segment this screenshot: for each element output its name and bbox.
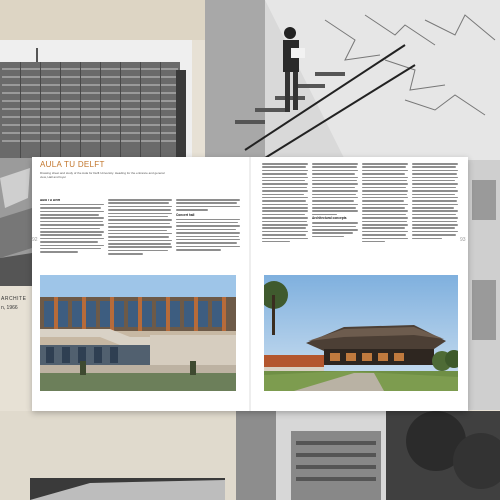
photo-bottom-roof — [30, 478, 225, 500]
photo-aula-building — [264, 275, 458, 391]
text-column-6 — [362, 163, 408, 271]
photo-staircase — [205, 0, 500, 160]
section-heading-left: Aula TU Delft — [40, 199, 61, 202]
right-page — [250, 157, 468, 411]
page-number-right: 93 — [460, 237, 466, 243]
page-number-left: 92 — [32, 237, 38, 243]
article-title: AULA TU DELFT — [40, 160, 105, 169]
article-caption: Drawing sheet and study of the Aula for Delft University. Heading for the entrance and general view, Hall and foyer — [40, 171, 165, 179]
background-caption-architecture: ARCHITE — [1, 296, 27, 302]
text-column-2 — [108, 199, 172, 279]
section-heading-mid: Concert hall — [176, 212, 195, 217]
magazine-spread — [32, 157, 468, 411]
photo-facade-left — [40, 275, 236, 391]
text-column-3 — [176, 199, 240, 279]
photo-right-building — [468, 160, 500, 410]
text-column-7 — [412, 163, 458, 271]
section-heading-right: Architectural concepts — [312, 216, 347, 221]
left-page — [32, 157, 250, 411]
backdrop-paper — [0, 0, 205, 40]
text-column-4 — [262, 163, 308, 271]
photo-office-tower — [0, 40, 192, 158]
text-column-5 — [312, 163, 358, 271]
text-column-1 — [40, 199, 104, 279]
photo-sculpted-wall — [0, 158, 32, 286]
photo-bottom-trees — [236, 411, 500, 500]
background-caption-year: n, 1966 — [1, 305, 18, 311]
